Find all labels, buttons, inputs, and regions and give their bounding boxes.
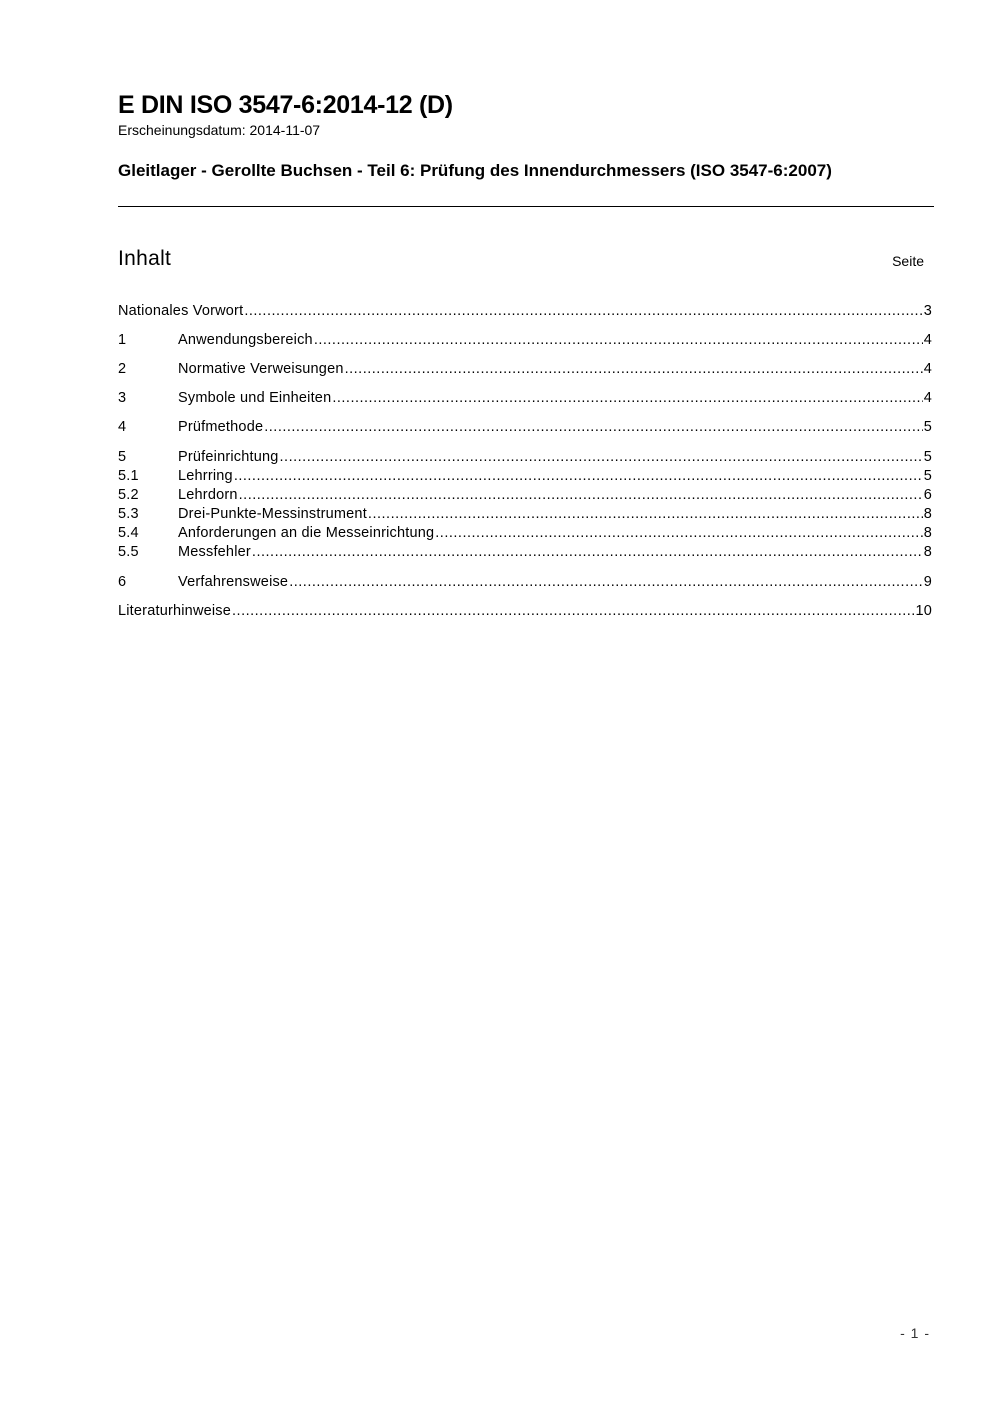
toc-entry-page: 9: [923, 574, 932, 590]
toc-entry-label: Messfehler: [178, 544, 251, 560]
toc-entry-number: 2: [118, 361, 127, 377]
toc-entry-page: 4: [923, 332, 932, 348]
toc-entry-5-2[interactable]: [118, 486, 932, 504]
toc-entry-label: Normative Verweisungen: [178, 361, 344, 377]
toc-entry-number: 1: [118, 332, 127, 348]
toc-leader-dots: [345, 360, 923, 378]
title-divider: [118, 206, 934, 207]
toc-page-column-label: Seite: [892, 253, 924, 269]
toc-leader-dots: [232, 602, 914, 620]
toc-leader-dots: [234, 467, 923, 485]
toc-entry-label: Lehrdorn: [178, 487, 238, 503]
toc-leader-dots: [280, 448, 923, 466]
toc-entry-label: Symbole und Einheiten: [178, 390, 332, 406]
toc-entry-label: Drei-Punkte-Messinstrument: [178, 506, 367, 522]
toc-entry-label: Anforderungen an die Messeinrichtung: [178, 525, 435, 541]
toc-entry-5-5[interactable]: [118, 543, 932, 561]
toc-entry-2[interactable]: [118, 360, 932, 378]
toc-entry-page: 4: [923, 390, 932, 406]
toc-entry-label: Lehrring: [178, 468, 233, 484]
toc-entry-page: 5: [923, 419, 932, 435]
toc-entry-nationales-vorwort[interactable]: [118, 302, 932, 320]
toc-entry-number: 4: [118, 419, 127, 435]
toc-entry-page: 8: [923, 544, 932, 560]
toc-entry-page: 5: [923, 468, 932, 484]
toc-entry-label: Literaturhinweise: [118, 603, 232, 619]
toc-entry-5-3[interactable]: [118, 505, 932, 523]
toc-entry-label: Verfahrensweise: [178, 574, 289, 590]
toc-entry-page: 8: [923, 506, 932, 522]
toc-entry-page: 3: [923, 303, 932, 319]
toc-leader-dots: [252, 543, 923, 561]
toc-leader-dots: [244, 302, 922, 320]
toc-entry-5[interactable]: [118, 448, 932, 466]
toc-entry-number: 6: [118, 574, 127, 590]
toc-entry-label: Nationales Vorwort: [118, 303, 244, 319]
toc-entry-page: 5: [923, 449, 932, 465]
toc-entry-1[interactable]: [118, 331, 932, 349]
toc-leader-dots: [239, 486, 923, 504]
toc-entry-number: 5.2: [118, 487, 139, 503]
toc-entry-label: Anwendungsbereich: [178, 332, 313, 348]
toc-entry-page: 6: [923, 487, 932, 503]
toc-leader-dots: [435, 524, 922, 542]
toc-entry-5-1[interactable]: [118, 467, 932, 485]
toc-entry-page: 10: [915, 603, 932, 619]
toc-entry-page: 8: [923, 525, 932, 541]
toc-entry-label: Prüfmethode: [178, 419, 264, 435]
toc-entry-6[interactable]: [118, 573, 932, 591]
toc-entry-number: 5.1: [118, 468, 139, 484]
toc-entry-4[interactable]: [118, 418, 932, 436]
document-title: Gleitlager - Gerollte Buchsen - Teil 6: Prüfung des Innendurchmessers (ISO 3547-6:2007): [118, 161, 832, 180]
toc-entry-number: 5.5: [118, 544, 139, 560]
toc-leader-dots: [332, 389, 922, 407]
toc-entry-number: 5: [118, 449, 127, 465]
toc-entry-3[interactable]: [118, 389, 932, 407]
toc-entry-number: 3: [118, 390, 127, 406]
toc-entry-5-4[interactable]: [118, 524, 932, 542]
toc-entry-number: 5.3: [118, 506, 139, 522]
publication-date: Erscheinungsdatum: 2014-11-07: [118, 122, 321, 138]
toc-leader-dots: [289, 573, 923, 591]
toc-leader-dots: [314, 331, 923, 349]
toc-leader-dots: [368, 505, 923, 523]
page-number: - 1 -: [900, 1325, 930, 1341]
document-code: E DIN ISO 3547-6:2014-12 (D): [118, 91, 453, 119]
toc-leader-dots: [264, 418, 923, 436]
toc-entry-page: 4: [923, 361, 932, 377]
toc-entry-number: 5.4: [118, 525, 139, 541]
toc-entry-literaturhinweise[interactable]: [118, 602, 932, 620]
toc-entry-label: Prüfeinrichtung: [178, 449, 279, 465]
toc-heading: Inhalt: [118, 247, 172, 270]
